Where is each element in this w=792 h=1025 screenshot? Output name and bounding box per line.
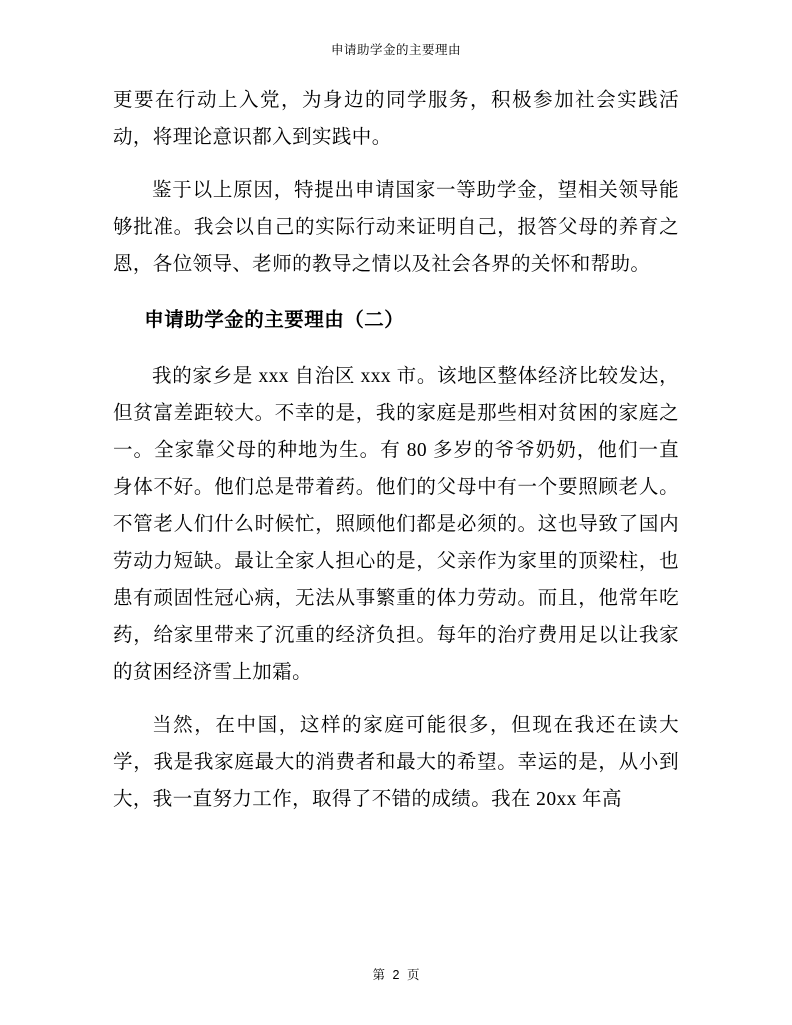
page-header <box>0 40 792 58</box>
footer-prefix: 第 <box>372 968 386 982</box>
paragraph-3: 我的家乡是 xxx 自治区 xxx 市。该地区整体经济比较发达，但贫富差距较大。不幸的是，我的家庭是那些相对贫困的家庭之一。全家靠父母的种地为生。有 80 多岁的爷爷奶奶，他们一直身体不好。他们总是带着药。他们的父母中有一个要照顾老人。不管老人们什么时候忙，照顾他们都是必须的。这也导致了国内劳动力短缺。最让全家人担心的是，父亲作为家里的顶梁柱，也患有顽固性冠心病，无法从事繁重的体力劳动。而且，他常年吃药，给家里带来了沉重的经济负担。每年的治疗费用足以让我家的贫困经济雪上加霜。 <box>113 366 679 683</box>
document-body <box>113 82 679 818</box>
paragraph-spacer <box>113 156 679 172</box>
paragraph-spacer-2 <box>113 691 679 707</box>
heading-spacer <box>113 339 679 358</box>
page-footer <box>0 965 792 983</box>
header-title: 申请助学金的主要理由 <box>330 43 461 57</box>
footer-page-number: 2 <box>392 968 400 982</box>
section-heading: 申请助学金的主要理由（二） <box>144 309 405 331</box>
footer-suffix: 页 <box>406 968 420 982</box>
paragraph-2: 鉴于以上原因，特提出申请国家一等助学金，望相关领导能够批准。我会以自己的实际行动来证明自己，报答父母的养育之恩，各位领导、老师的教导之情以及社会各界的关怀和帮助。 <box>113 180 679 275</box>
section-spacer <box>113 283 679 302</box>
paragraph-1: 更要在行动上入党，为身边的同学服务，积极参加社会实践活动，将理论意识都入到实践中。 <box>113 90 679 148</box>
paragraph-4: 当然，在中国，这样的家庭可能很多，但现在我还在读大学，我是我家庭最大的消费者和最大的希望。幸运的是，从小到大，我一直努力工作，取得了不错的成绩。我在 20xx 年高 <box>113 715 679 810</box>
